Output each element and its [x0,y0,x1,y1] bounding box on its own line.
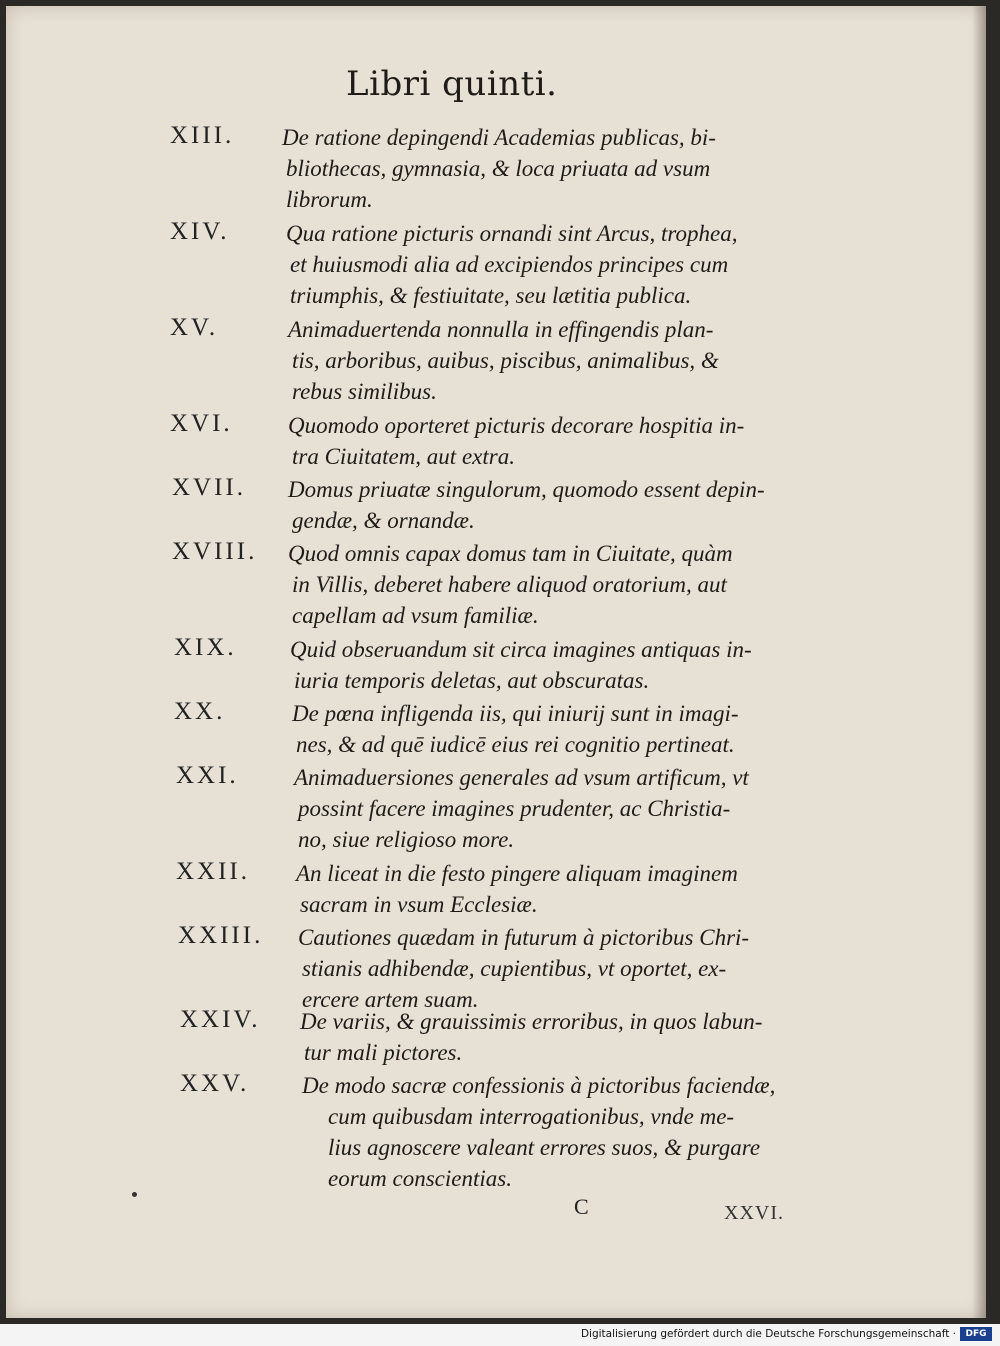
chapter-title [288,410,808,472]
chapter-number: XXI. [176,762,239,789]
chapter-title [288,314,808,407]
signature-mark: C [574,1194,589,1219]
chapter-title-line: librorum. [286,187,373,212]
chapter-title [288,474,808,536]
chapter-title [288,538,808,631]
chapter-title-line: cum quibusdam interrogationibus, vnde me- [328,1104,735,1129]
chapter-title [290,634,810,696]
chapter-title-line: capellam ad vsum familiæ. [292,603,539,628]
dfg-logo-icon: DFG [960,1327,992,1341]
chapter-title-line: possint facere imagines prudenter, ac Christia- [298,796,731,821]
chapter-title-line: De variis, & grauissimis erroribus, in quos labun- [300,1009,763,1034]
chapter-title-line: eorum conscientias. [328,1166,512,1191]
chapter-title-line: Quid obseruandum sit circa imagines antiquas in- [290,637,752,662]
chapter-title-line: no, siue religioso more. [298,827,515,852]
catchword: XXVI. [724,1202,784,1224]
chapter-title-line: et huiusmodi alia ad excipiendos principes cum [290,252,729,277]
chapter-number: XXIV. [180,1006,261,1033]
chapter-number: XXII. [176,858,251,885]
chapter-number: XVII. [172,474,247,501]
chapter-number: XIV. [170,218,230,245]
chapter-number: XX. [174,698,226,725]
chapter-title-line: Quod omnis capax domus tam in Ciuitate, quàm [288,541,733,566]
chapter-title-line: rebus similibus. [292,379,437,404]
chapter-title-line: An liceat in die festo pingere aliquam imaginem [296,861,738,886]
chapter-title [302,1070,822,1194]
chapter-title-line: lius agnoscere valeant errores suos, & purgare [328,1135,761,1160]
chapter-title-line: gendæ, & ornandæ. [292,508,475,533]
chapter-title [292,698,812,760]
book-page [6,6,986,1318]
chapter-title-line: sacram in vsum Ecclesiæ. [300,892,538,917]
chapter-number: XVI. [170,410,233,437]
chapter-title-line: tur mali pictores. [304,1040,463,1065]
chapter-title-line: Domus priuatæ singulorum, quomodo essent depin- [288,477,765,502]
chapter-title [286,218,806,311]
chapter-title-line: Quomodo oporteret picturis decorare hospitia in- [288,413,745,438]
ink-dot [132,1192,137,1197]
chapter-title-line: Animaduertenda nonnulla in effingendis plan- [288,317,714,342]
chapter-title-line: iuria temporis deletas, aut obscuratas. [294,668,650,693]
chapter-title-line: tis, arboribus, auibus, piscibus, animalibus, & [292,348,719,373]
chapter-title-line: De pœna infligenda iis, qui iniurij sunt in imagi- [292,701,739,726]
chapter-title-line: Animaduersiones generales ad vsum artificum, vt [294,765,749,790]
chapter-number: XVIII. [172,538,258,565]
chapter-title-line: De ratione depingendi Academias publicas, bi- [282,125,716,150]
digitization-credit: Digitalisierung gefördert durch die Deutsche Forschungsgemeinschaft · [580,1328,956,1340]
chapter-title [282,122,802,215]
chapter-title-line: tra Ciuitatem, aut extra. [292,444,515,469]
chapter-title-line: De modo sacræ confessionis à pictoribus faciendæ, [302,1073,776,1098]
chapter-number: XXV. [180,1070,250,1097]
chapter-title-line: stianis adhibendæ, cupientibus, vt oportet, ex- [302,956,727,981]
chapter-number: XIII. [170,122,235,149]
chapter-title-line: Cautiones quædam in futurum à pictoribus Chri- [298,925,750,950]
chapter-title [294,762,814,855]
chapter-title-line: Qua ratione picturis ornandi sint Arcus, trophea, [286,221,738,246]
running-header: Libri quinti. [346,64,558,104]
chapter-title-line: in Villis, deberet habere aliquod oratorium, aut [292,572,727,597]
chapter-title-line: ercere artem suam. [302,987,479,1012]
chapter-number: XXIII. [178,922,264,949]
chapter-number: XV. [170,314,219,341]
chapter-title [300,1006,820,1068]
chapter-title [298,922,818,1015]
credit-bar [0,1324,1000,1346]
chapter-number: XIX. [174,634,237,661]
chapter-title [296,858,816,920]
chapter-title-line: bliothecas, gymnasia, & loca priuata ad vsum [286,156,711,181]
chapter-title-line: triumphis, & festiuitate, seu lætitia publica. [290,283,692,308]
chapter-title-line: nes, & ad quē iudicē eius rei cognitio pertineat. [296,732,735,757]
